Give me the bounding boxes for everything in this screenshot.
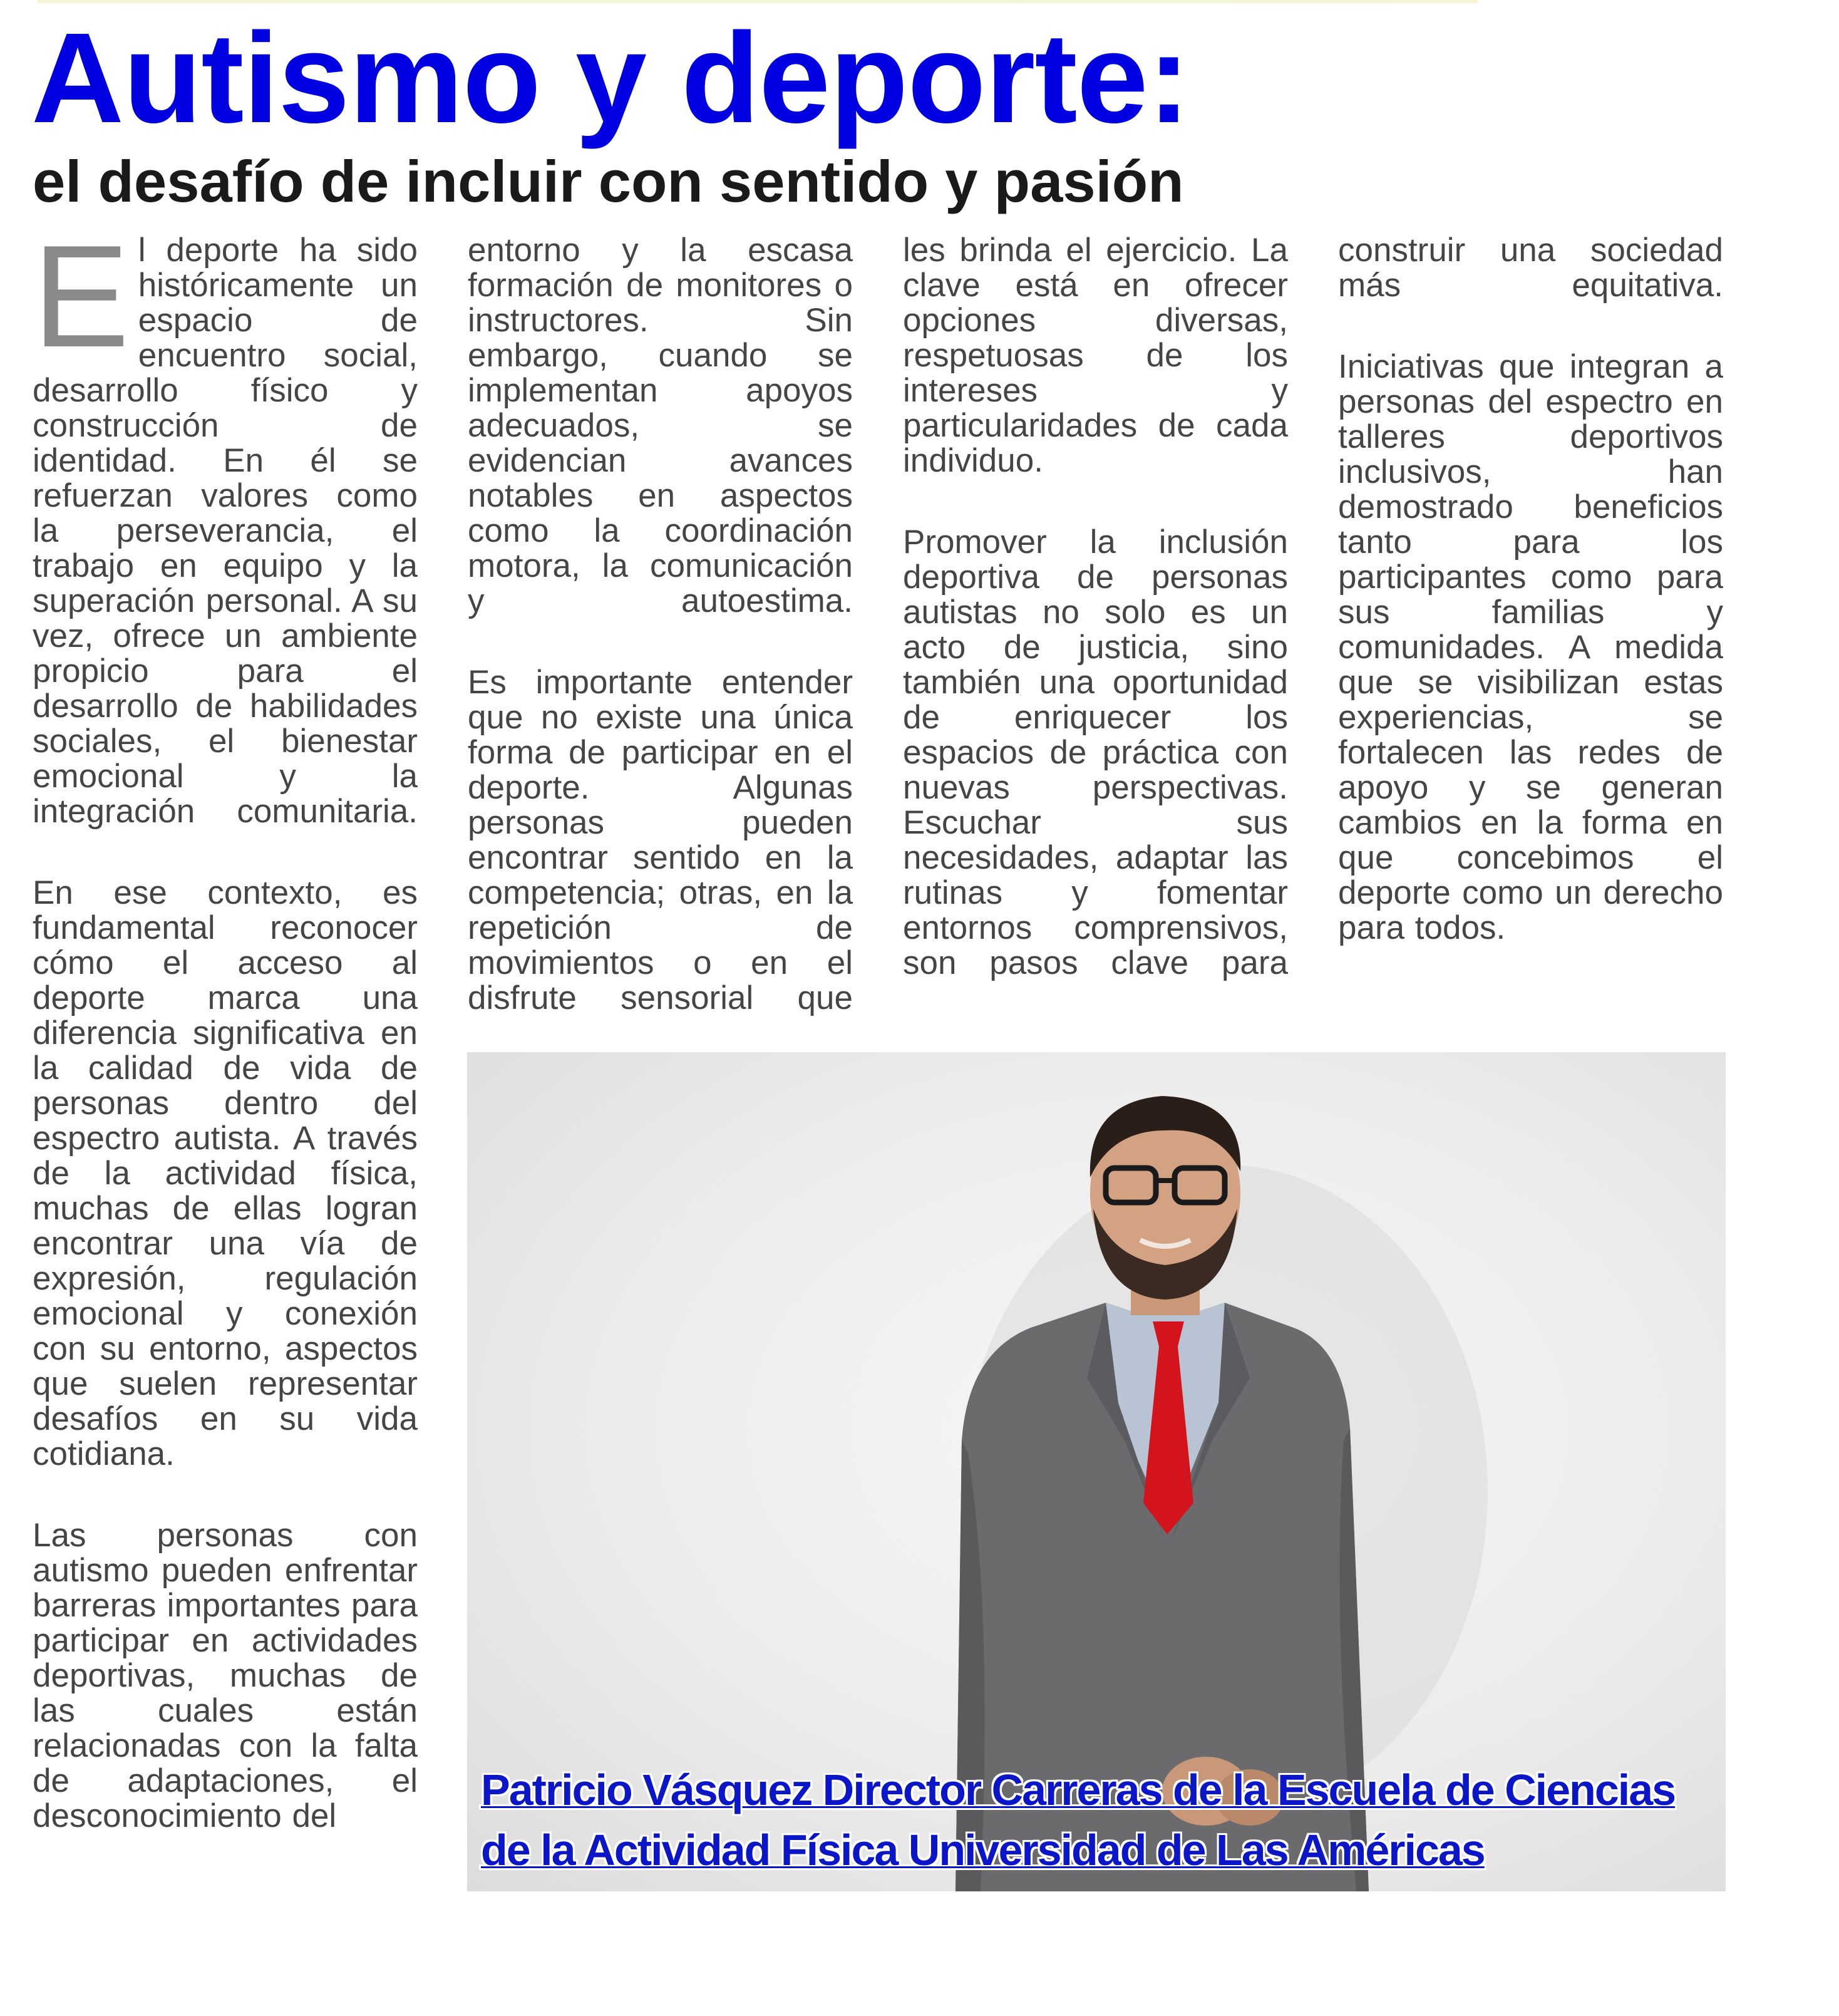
caption-line-1: Patricio Vásquez Director Carreras de la Escuela de Ciencias [481,1765,1676,1814]
paragraph-intro [33,215,418,830]
paragraph-options: les brinda el ejercicio. La clave está en ofrecer opciones diversas, respetuosas de los intereses y particularidades de cada individuo. [903,232,1288,479]
paragraph-support: entorno y la escasa formación de monitores o instructores. Sin embargo, cuando se implementan apoyos adecuados, se evidencian avances notables en aspectos como la coordinación motora, la comunicación y autoestima. [468,232,853,619]
paragraph-initiatives: Iniciativas que integran a personas del espectro en talleres deportivos inclusivos, han demostrado beneficios tanto para los participantes como para sus familias y comunidades. A medida que se visibilizan estas experiencias, se fortalecen las redes de apoyo y se generan cambios en la forma en que concebimos el deporte como un derecho para todos. [1338,348,1723,946]
caption-line-2: de la Actividad Física Universidad de Las Américas [481,1826,1485,1874]
article-column-4 [1338,233,1723,992]
paragraph-context: En ese contexto, es fundamental reconocer cómo el acceso al deporte marca una diferencia significativa en la calidad de vida de personas dentro del espectro autista. A través de la actividad física, muchas de ellas logran encontrar una vía de expresión, regulación emocional y conexión con su entorno, aspectos que suelen representar desafíos en su vida cotidiana. [33,874,418,1472]
portrait-photo [467,1052,1726,1891]
article-subheadline: el desafío de incluir con sentido y pasión [33,148,1184,214]
paragraph-participation: Es importante entender que no existe una única forma de participar en el deporte. Algunas personas pueden encontrar sentido en la competencia; otras, en la repetición de movimientos o en el disfrute sensorial que [468,664,853,1016]
top-decorative-rule [38,0,1478,3]
article-column-1 [33,215,418,1880]
drop-cap: E [33,215,130,378]
paragraph-society: construir una sociedad más equitativa. [1338,232,1723,304]
article-column-3 [903,233,1288,1027]
paragraph-inclusion: Promover la inclusión deportiva de personas autistas no solo es un acto de justicia, sino también una oportunidad de enriquecer los espacios de práctica con nuevas perspectivas. Escuchar sus necesidades, adaptar las rutinas y fomentar entornos comprensivos, son pasos clave para [903,524,1288,981]
paragraph-intro-text: l deporte ha sido históricamente un espacio de encuentro social, desarrollo físico y construcción de identidad. En él se refuerzan valores como la perseverancia, el trabajo en equipo y la superación personal. A su vez, ofrece un ambiente propicio para el desarrollo de habilidades sociales, el bienestar emocional y la integración comunitaria. [33,232,418,830]
photo-caption [481,1760,1675,1880]
article-column-2 [468,233,853,1062]
paragraph-barriers: Las personas con autismo pueden enfrentar barreras importantes para participar en actividades deportivas, muchas de las cuales están relacionadas con la falta de adaptaciones, el desconocimiento del [33,1517,418,1834]
article-headline: Autismo y deporte: [31,6,1190,150]
